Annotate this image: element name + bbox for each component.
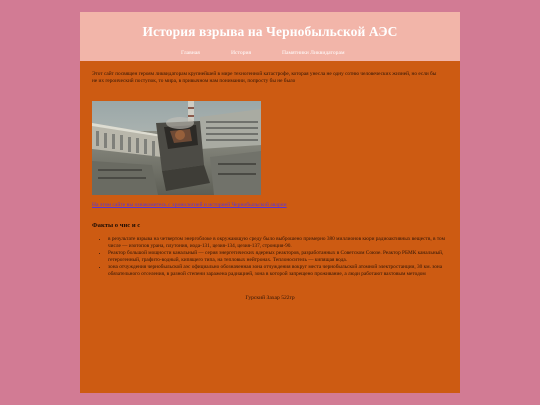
site-header <box>80 12 460 61</box>
chernobyl-reactor-photo <box>92 101 261 195</box>
nav-item-monuments[interactable]: Памятники Ликвидаторам <box>282 50 345 56</box>
nav-item-history[interactable]: История <box>231 50 252 56</box>
facts-list <box>92 236 446 278</box>
facts-heading: Факты о чнс и с <box>92 222 141 229</box>
list-item: • Реактор большой мощности канальный — серия энергетических ядерных реакторов, разработанных в Советском Союзе. Реактор РБМК канальный, гетерогенный, графито-водный, кипящего типа, на тепловых нейтронах. Теплоноситель — кипящая вода. <box>108 250 446 264</box>
list-item: • зона отчуждения чернобыльской аэс официально обозначенная зона отчуждения вокруг места чернобыльской атомной электростанции, 30 км. зона обязательного отселения, в разной степени заражена радиацией, зона в которой запрещено проживание, а люди работают вахтовым методом <box>108 264 446 278</box>
list-item: • в результате взрыва на четвертом энергоблоке в окружающую среду было выброшено примерно 380 миллионов кюри радиоактивных веществ, в том числе — изотопов урана, плутония, иода-131, цезия-134, цезия-137, стронция-90. <box>108 236 446 250</box>
intro-text: Этот сайт посвящен героям ликвидаторам крупнейшей в мире техногенной катастрофе, которая унесла не одну сотню человеческих жизней, но если бы не их героический поступок, то мира, в привычном нам понимании, попросту бы не было <box>92 71 437 84</box>
nav-bar <box>80 50 460 60</box>
author-signature: Гурский Захар 522гр <box>245 295 295 301</box>
nav-item-home[interactable]: Главная <box>181 50 200 56</box>
history-link[interactable]: На этом сайте вы ознакомитесь с хронологией и историей Чернобыльской аварии <box>92 202 287 208</box>
site-title: История взрыва на Чернобыльской АЭС <box>142 24 398 39</box>
page-container <box>80 12 460 393</box>
main-content <box>80 61 460 302</box>
